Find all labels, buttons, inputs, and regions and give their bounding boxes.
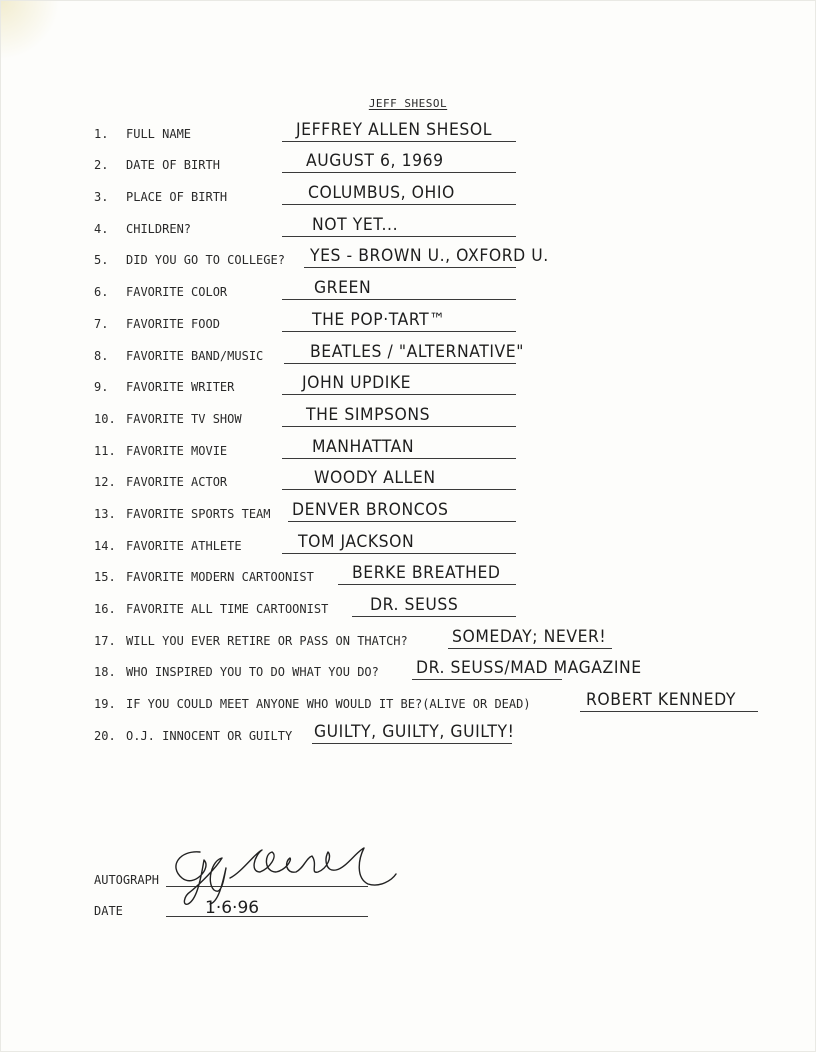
answer-handwritten: BERKE BREATHED (352, 563, 501, 584)
question-row (94, 686, 794, 718)
paper-stain (0, 0, 60, 60)
question-label: WILL YOU EVER RETIRE OR PASS ON THATCH? (126, 633, 408, 648)
question-number: 12. (94, 475, 116, 490)
answer-handwritten: NOT YET... (312, 214, 399, 235)
question-row (94, 401, 794, 433)
question-label: FAVORITE ACTOR (126, 475, 228, 490)
question-row (94, 528, 794, 560)
question-row (94, 496, 794, 528)
answer-handwritten: JEFFREY ALLEN SHESOL (296, 119, 493, 140)
question-number: 17. (94, 633, 116, 648)
question-number: 10. (94, 411, 116, 426)
question-number: 14. (94, 538, 116, 553)
question-label: IF YOU COULD MEET ANYONE WHO WOULD IT BE?(ALIVE OR DEAD) (126, 697, 531, 712)
question-number: 7. (94, 316, 109, 331)
answer-handwritten: MANHATTAN (312, 436, 415, 457)
question-row (94, 560, 794, 592)
question-row (94, 591, 794, 623)
answer-line (448, 648, 612, 649)
question-label: FAVORITE MOVIE (126, 443, 228, 458)
page-title: JEFF SHESOL (368, 97, 448, 110)
answer-line (282, 141, 516, 142)
answer-handwritten: DR. SEUSS/MAD MAGAZINE (416, 658, 642, 679)
question-number: 9. (94, 380, 109, 395)
question-number: 13. (94, 506, 116, 521)
answer-handwritten: SOMEDAY; NEVER! (452, 626, 607, 647)
question-number: 4. (94, 221, 109, 236)
answer-line (282, 236, 516, 237)
answer-line (282, 204, 516, 205)
question-row (94, 306, 794, 338)
question-row (94, 718, 794, 750)
answer-handwritten: DR. SEUSS (370, 595, 459, 615)
question-row (94, 274, 794, 306)
question-label: O.J. INNOCENT OR GUILTY (126, 728, 293, 743)
question-label: DID YOU GO TO COLLEGE? (126, 253, 285, 268)
question-label: FAVORITE FOOD (126, 316, 220, 331)
question-label: FULL NAME (126, 126, 192, 141)
question-row (94, 179, 794, 211)
question-row (94, 370, 794, 402)
answer-line (282, 489, 516, 490)
answer-handwritten: COLUMBUS, OHIO (308, 183, 455, 204)
answer-line (282, 458, 516, 459)
question-row (94, 655, 794, 687)
question-row (94, 116, 794, 148)
question-label: FAVORITE COLOR (126, 285, 228, 300)
answer-handwritten: YES - BROWN U., OXFORD U. (310, 246, 549, 267)
question-number: 2. (94, 158, 109, 173)
question-number: 19. (94, 697, 116, 712)
autograph-label: AUTOGRAPH (94, 873, 160, 887)
question-label: FAVORITE ATHLETE (126, 538, 242, 553)
answer-handwritten: AUGUST 6, 1969 (306, 151, 444, 172)
answer-line (304, 267, 516, 268)
question-row (94, 465, 794, 497)
question-number: 18. (94, 665, 116, 680)
question-label: DATE OF BIRTH (126, 158, 220, 173)
answer-line (282, 394, 516, 395)
answer-line (412, 679, 562, 680)
question-label: FAVORITE WRITER (126, 380, 235, 395)
question-row (94, 148, 794, 180)
questionnaire (94, 116, 794, 750)
date-line (166, 916, 368, 917)
answer-line (288, 521, 516, 522)
question-number: 16. (94, 602, 116, 616)
question-row (94, 433, 794, 465)
question-label: FAVORITE MODERN CARTOONIST (126, 570, 314, 585)
answer-handwritten: JOHN UPDIKE (302, 373, 412, 394)
answer-line (282, 553, 516, 554)
answer-line (282, 172, 516, 173)
answer-handwritten: TOM JACKSON (298, 531, 415, 552)
question-label: PLACE OF BIRTH (126, 190, 228, 205)
answer-handwritten: THE SIMPSONS (306, 404, 431, 425)
signature-image (160, 838, 400, 908)
answer-handwritten: WOODY ALLEN (314, 468, 436, 489)
date-value-handwritten: 1·6·96 (205, 898, 260, 918)
question-number: 1. (94, 126, 109, 141)
answer-line (338, 584, 516, 585)
question-label: CHILDREN? (126, 221, 192, 236)
question-row (94, 243, 794, 275)
question-label: WHO INSPIRED YOU TO DO WHAT YOU DO? (126, 665, 379, 680)
answer-handwritten: THE POP·TART™ (312, 309, 446, 330)
question-number: 6. (94, 285, 109, 300)
answer-line (352, 616, 516, 617)
answer-line (312, 743, 512, 744)
question-number: 15. (94, 570, 116, 585)
question-row (94, 211, 794, 243)
answer-line (284, 363, 516, 364)
answer-handwritten: GREEN (314, 278, 372, 299)
answer-line (282, 299, 516, 300)
question-number: 5. (94, 253, 109, 268)
question-label: FAVORITE SPORTS TEAM (126, 506, 271, 521)
answer-handwritten: BEATLES / "ALTERNATIVE" (310, 341, 524, 362)
question-row (94, 338, 794, 370)
answer-line (282, 331, 516, 332)
question-label: FAVORITE TV SHOW (126, 411, 242, 426)
question-label: FAVORITE ALL TIME CARTOONIST (126, 602, 329, 616)
question-row (94, 623, 794, 655)
answer-handwritten: GUILTY, GUILTY, GUILTY! (314, 721, 515, 742)
question-number: 11. (94, 443, 116, 458)
question-number: 8. (94, 348, 109, 363)
answer-line (580, 711, 758, 712)
date-label: DATE (94, 904, 123, 918)
question-number: 3. (94, 190, 109, 205)
question-label: FAVORITE BAND/MUSIC (126, 348, 264, 363)
answer-handwritten: ROBERT KENNEDY (586, 690, 736, 711)
question-number: 20. (94, 728, 116, 743)
answer-line (282, 426, 516, 427)
answer-handwritten: DENVER BRONCOS (292, 499, 449, 520)
